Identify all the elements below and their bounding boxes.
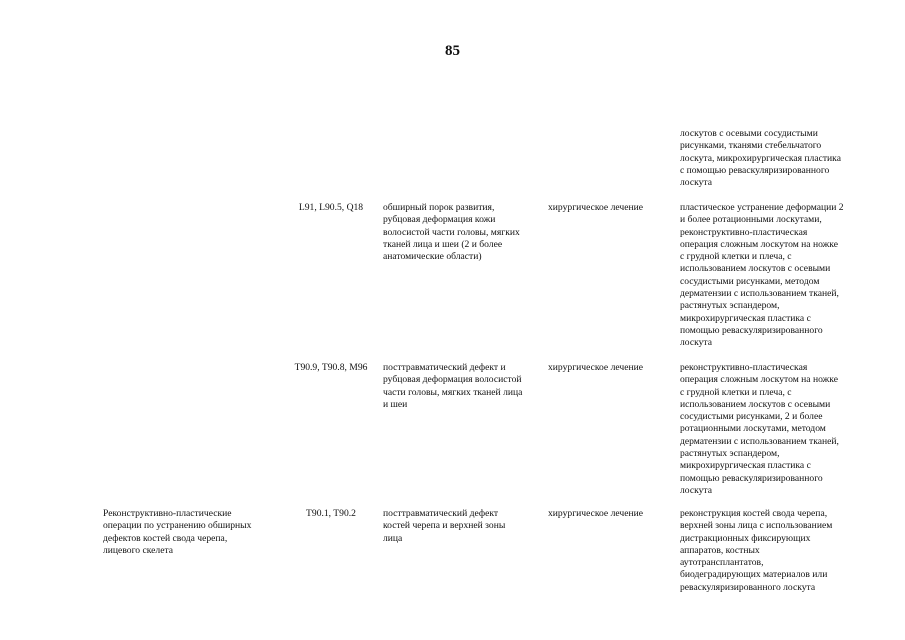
treatment-type-cell: хирургическое лечение <box>548 362 644 373</box>
diagnosis-codes-cell: T90.9, T90.8, M96 <box>294 362 368 373</box>
diagnosis-codes-cell: L91, L90.5, Q18 <box>298 202 364 213</box>
diagnosis-description-cell: посттравматический дефект костей черепа и верхней зоны лица <box>383 508 506 544</box>
diagnosis-codes-cell: T90.1, T90.2 <box>306 508 356 519</box>
diagnosis-description-cell: посттравматический дефект и рубцовая деформация волосистой части головы, мягких тканей лица и шеи <box>383 362 523 410</box>
treatment-type-cell: хирургическое лечение <box>548 202 644 213</box>
treatment-type-cell: хирургическое лечение <box>548 508 644 519</box>
method-name-cell: Реконструктивно-пластические операции по устранению обширных дефектов костей свода черепа, лицевого скелета <box>103 508 252 556</box>
treatment-description-cell: пластическое устранение деформации 2 и более ротационными лоскутами, реконструктивно-пластическая операция сложным лоскутом на ножке с грудной клетки и плеча, с использованием лоскутов с осевыми сосудистыми рисунками, методом дерматензии с использованием тканей, растянутых эспандером, микрохирургическая пластика с помощью реваскуляризированного лоскута <box>680 202 844 349</box>
diagnosis-description-cell: обширный порок развития, рубцовая деформация кожи волосистой части головы, мягких тканей лица и шеи (2 и более анатомические области) <box>383 202 520 263</box>
page-number: 85 <box>445 43 460 59</box>
treatment-description-cell: реконструктивно-пластическая операция сложным лоскутом на ножке с грудной клетки и плеча, с использованием лоскутов с осевыми сосудистыми рисунками, 2 и более ротационными лоскутами, методом дерматензии с использованием тканей, растянутых эспандером, микрохирургическая пластика с помощью реваскуляризированного лоскута <box>680 362 839 496</box>
treatment-description-cell: реконструкция костей свода черепа, верхней зоны лица с использованием дистракционных фиксирующих аппаратов, костных аутотрансплантатов, биодеградирующих материалов или реваскуляризированного лоскута <box>680 508 833 593</box>
treatment-description-cell: лоскутов с осевыми сосудистыми рисунками, тканями стебельчатого лоскута, микрохирургическая пластика с помощью реваскуляризированного лоскута <box>680 128 841 189</box>
